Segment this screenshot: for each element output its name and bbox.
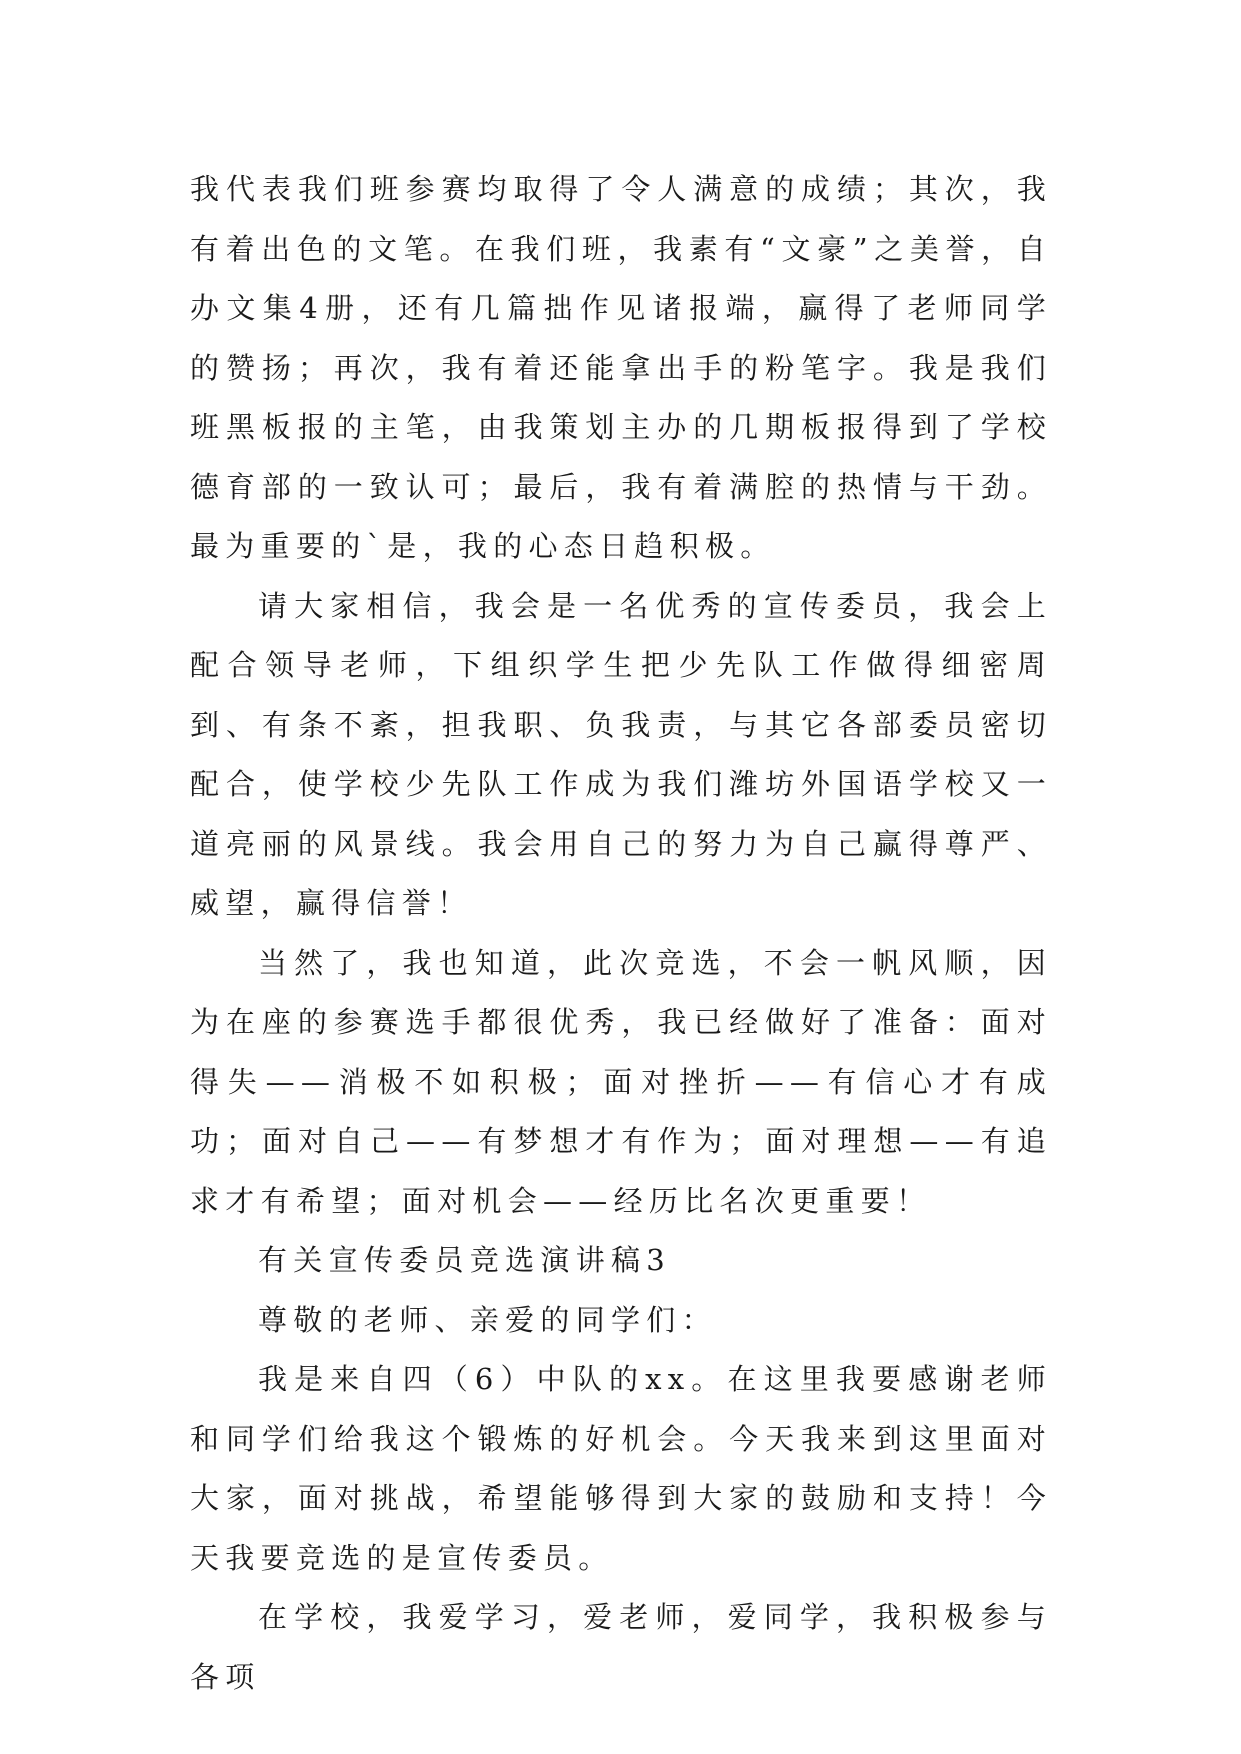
document-body xyxy=(190,160,1052,1707)
paragraph-1: 我代表我们班参赛均取得了令人满意的成绩；其次，我有着出色的文笔。在我们班，我素有“文豪”之美誉，自办文集4册，还有几篇拙作见诸报端，赢得了老师同学的赞扬；再次，我有着还能拿出手的粉笔字。我是我们班黑板报的主笔，由我策划主办的几期板报得到了学校德育部的一致认可；最后，我有着满腔的热情与干劲。最为重要的`是，我的心态日趋积极。 xyxy=(190,172,1052,563)
section-heading: 有关宣传委员竞选演讲稿3 xyxy=(258,1243,672,1277)
paragraph-3: 当然了，我也知道，此次竞选，不会一帆风顺，因为在座的参赛选手都很优秀，我已经做好了准备：面对得失——消极不如积极；面对挫折——有信心才有成功；面对自己——有梦想才有作为；面对理想——有追求才有希望；面对机会——经历比名次更重要！ xyxy=(190,945,1052,1218)
paragraph-5: 在学校，我爱学习，爱老师，爱同学，我积极参与各项 xyxy=(190,1600,1052,1694)
paragraph-4: 我是来自四（6）中队的xx。在这里我要感谢老师和同学们给我这个锻炼的好机会。今天我来到这里面对大家，面对挑战，希望能够得到大家的鼓励和支持！今天我要竞选的是宣传委员。 xyxy=(190,1362,1052,1575)
salutation: 尊敬的老师、亲爱的同学们： xyxy=(258,1302,717,1337)
paragraph-2: 请大家相信，我会是一名优秀的宣传委员，我会上配合领导老师，下组织学生把少先队工作做得细密周到、有条不紊，担我职、负我责，与其它各部委员密切配合，使学校少先队工作成为我们潍坊外国语学校又一道亮丽的风景线。我会用自己的努力为自己赢得尊严、威望，赢得信誉！ xyxy=(190,588,1052,920)
